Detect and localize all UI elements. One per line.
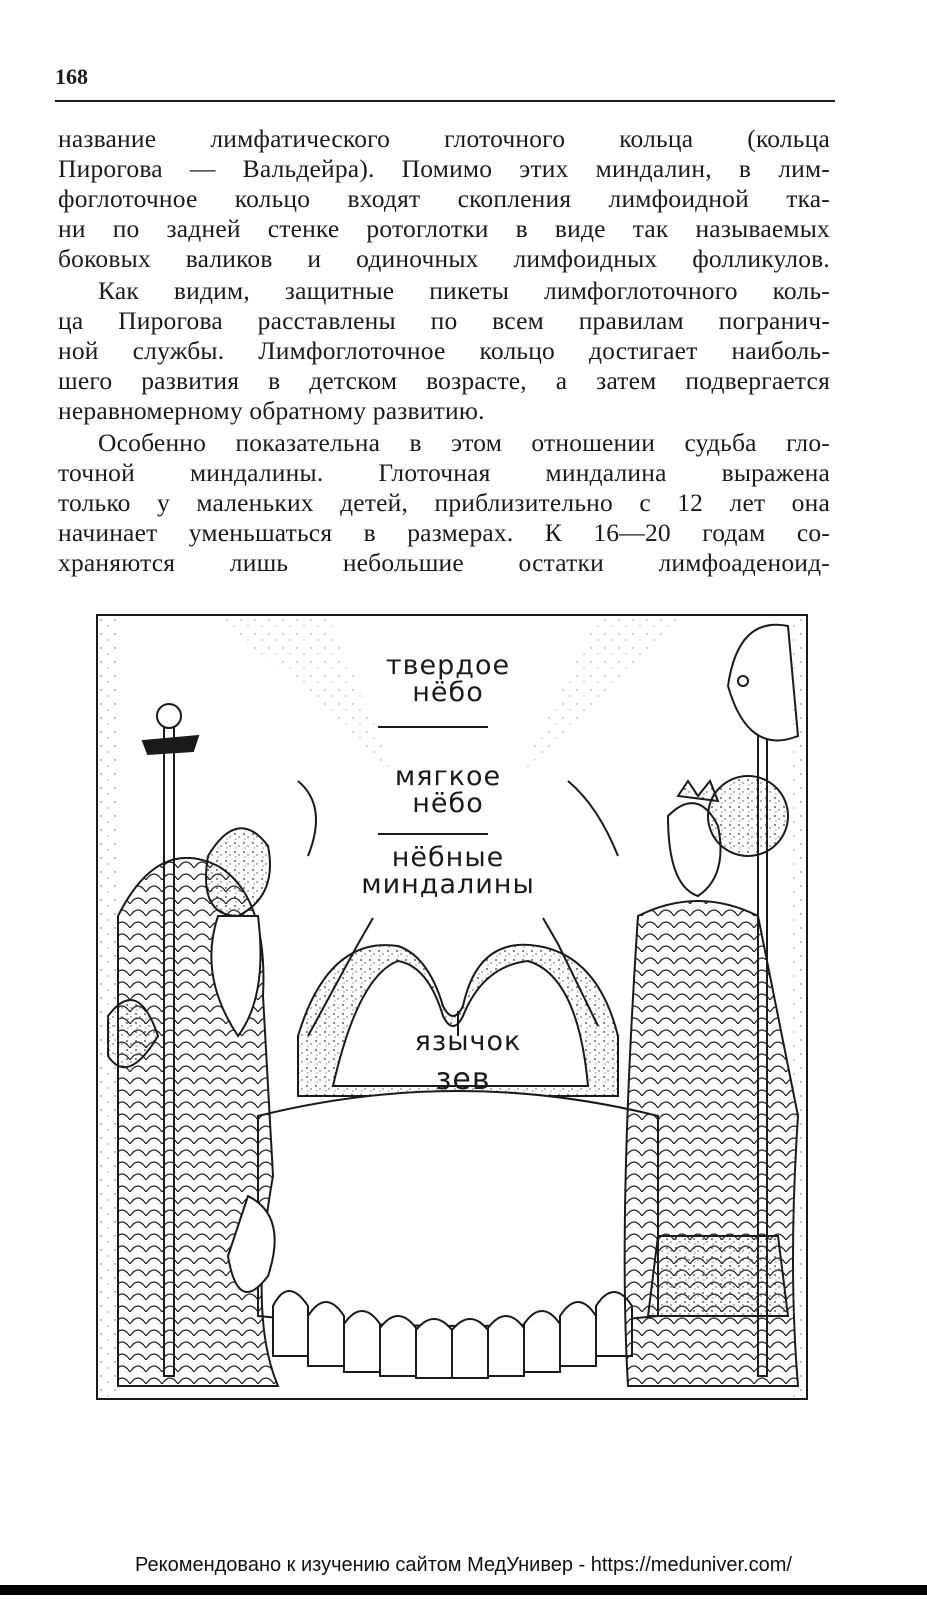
label-tonsils-line2: миндалины	[361, 869, 535, 900]
text-line: фоглоточное кольцо входят скопления лимфоидной тка-	[58, 184, 830, 213]
text-line: только у маленьких детей, приблизительно с 12 лет она	[58, 488, 830, 517]
label-soft-palate-line2: нёбо	[412, 788, 484, 819]
text-line: начинает уменьшаться в размерах. К 16—20 годам со-	[58, 518, 830, 547]
left-guardian	[108, 704, 278, 1386]
label-hard-palate	[348, 650, 548, 708]
text-line: ца Пирогова расставлены по всем правилам погранич-	[58, 306, 830, 335]
text-line: шего развития в детском возрасте, а затем подвергается	[58, 366, 830, 395]
body-text	[58, 124, 830, 580]
text-line: Пирогова — Вальдейра). Помимо этих миндалин, в лим-	[58, 154, 830, 183]
label-uvula: язычок	[414, 1026, 522, 1057]
text-line: храняются лишь небольшие остатки лимфоаденоид-	[58, 548, 830, 577]
text-line: Как видим, защитные пикеты лимфоглоточного коль-	[98, 276, 830, 305]
label-hard-palate-line2: нёбо	[412, 677, 484, 708]
text-line: точной миндалины. Глоточная миндалина выражена	[58, 458, 830, 487]
paragraph-3	[58, 428, 830, 578]
label-tonsils-line1: нёбные	[391, 842, 505, 873]
text-line: боковых валиков и одиночных лимфоидных фолликулов.	[58, 244, 830, 273]
paragraph-2	[58, 276, 830, 426]
paragraph-1	[58, 124, 830, 274]
footer-text: Рекомендовано к изучению сайтом МедУнивер - https://meduniver.com/	[135, 1554, 792, 1576]
label-soft-palate	[348, 761, 548, 819]
text-line: ной службы. Лимфоглоточное кольцо достигает наиболь-	[58, 336, 830, 365]
page-number: 168	[55, 64, 88, 89]
text-line: название лимфатического глоточного кольца (кольца	[58, 124, 830, 153]
label-tonsils	[318, 842, 578, 900]
label-soft-palate-line1: мягкое	[394, 761, 502, 792]
text-line: неравномерному обратному развитию.	[58, 396, 485, 425]
illustration-figure	[96, 614, 808, 1400]
footer-bar	[0, 1585, 927, 1595]
text-line: Особенно показательна в этом отношении судьба гло-	[98, 428, 830, 457]
label-hard-palate-line1: твердое	[385, 650, 511, 681]
label-fauces: зев	[435, 1062, 491, 1097]
header-rule	[55, 100, 835, 102]
text-line: ни по задней стенке ротоглотки в виде так называемых	[58, 214, 830, 243]
right-guardian	[625, 625, 798, 1386]
illustration-drawing	[98, 616, 808, 1400]
